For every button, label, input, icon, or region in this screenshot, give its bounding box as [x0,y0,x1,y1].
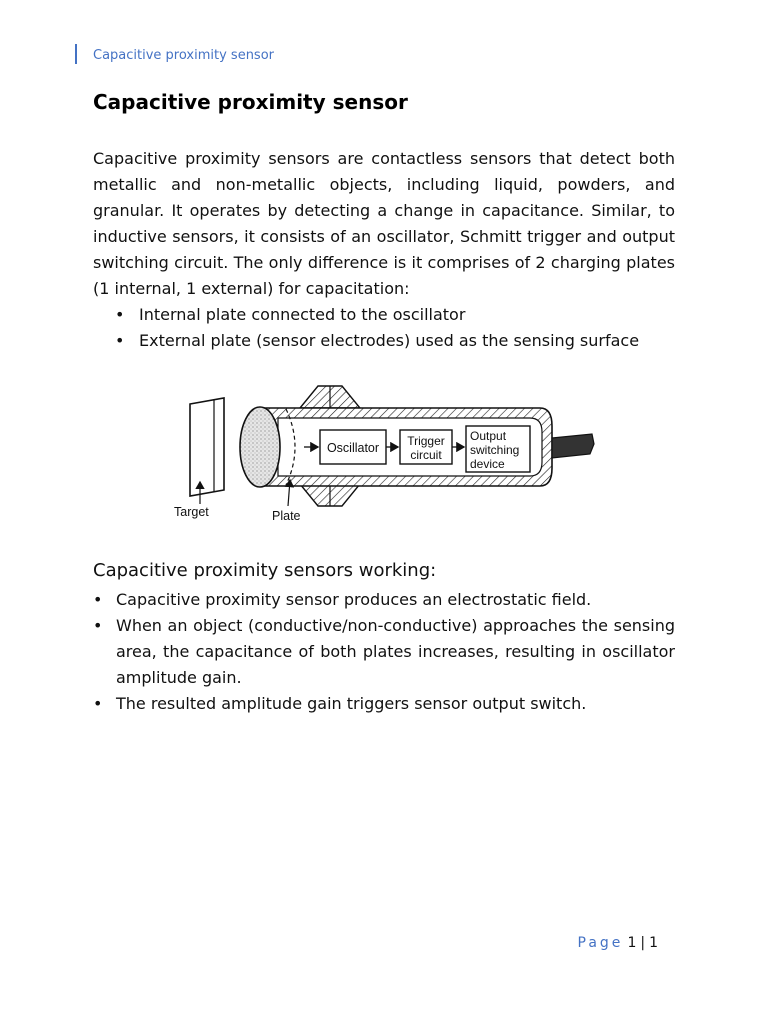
sensor-cable [552,434,594,458]
intro-paragraph: Capacitive proximity sensors are contactless sensors that detect both metallic and non-metallic objects, including liquid, powders, and granular. It operates by detecting a change in capacitance. Similar, to inductive sensors, it consists of an oscillator, Schmitt trigger and output switching circuit. The only difference is it comprises of 2 charging plates (1 internal, 1 external) for capacitation: [93,149,675,298]
page-title: Capacitive proximity sensor [93,90,408,114]
sensor-diagram [160,382,610,528]
trigger-block [400,430,452,464]
page-word: Page [577,935,624,951]
list-item: • The resulted amplitude gain triggers sensor output switch. [93,691,675,717]
running-header [75,44,274,64]
output-label: device [470,457,505,471]
trigger-label: Trigger [407,434,445,448]
output-block [466,426,530,472]
working-list [93,587,675,717]
page-total: 1 [649,935,658,951]
output-label: Output [470,429,507,443]
list-item: • Internal plate connected to the oscillator [93,302,675,328]
page-footer [578,935,658,951]
page-separator: | [640,935,646,951]
header-text: Capacitive proximity sensor [93,48,275,63]
plates-list [93,302,675,354]
sensor-diagram-svg [160,382,610,528]
target-block [190,398,224,496]
trigger-label: circuit [410,448,442,462]
list-item: • When an object (conductive/non-conductive) approaches the sensing area, the capacitance of both plates increases, resulting in oscillator amplitude gain. [93,613,675,691]
working-heading: Capacitive proximity sensors working: [93,560,437,581]
page-number: 1 [627,935,637,951]
output-label: switching [470,443,520,457]
plate-label: Plate [272,509,301,523]
target-label: Target [174,505,209,519]
oscillator-block [320,430,386,464]
oscillator-label: Oscillator [326,441,380,455]
list-item: • Capacitive proximity sensor produces an electrostatic field. [93,587,675,613]
list-item: • External plate (sensor electrodes) used as the sensing surface [93,328,675,354]
